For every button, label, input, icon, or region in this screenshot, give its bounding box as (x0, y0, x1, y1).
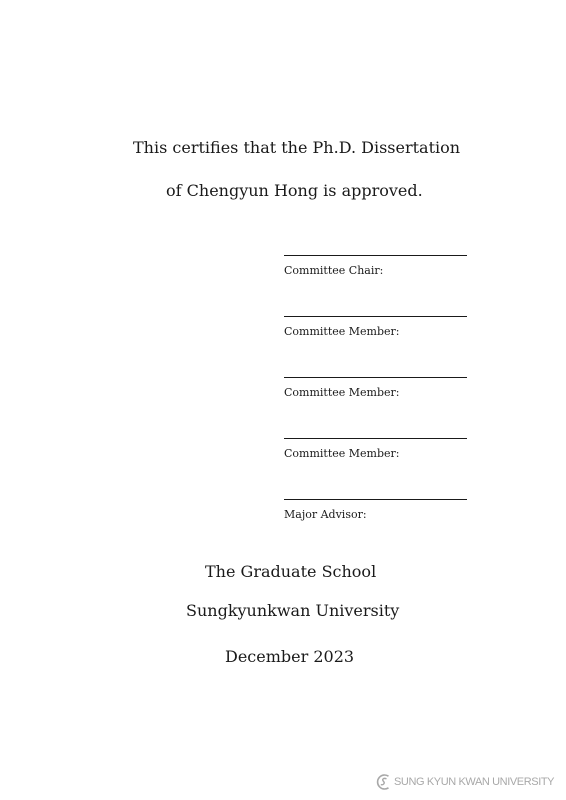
certification-line-2: of Chengyun Hong is approved. (166, 181, 423, 200)
signature-label: Committee Member: (284, 325, 400, 338)
signature-line (284, 499, 467, 500)
signature-label: Major Advisor: (284, 508, 367, 521)
graduate-school-name: The Graduate School (205, 562, 377, 581)
certification-line-1: This certifies that the Ph.D. Dissertation (133, 138, 461, 157)
watermark-text: SUNG KYUN KWAN UNIVERSITY (394, 776, 555, 788)
signature-line (284, 316, 467, 317)
signature-label: Committee Member: (284, 447, 400, 460)
signature-block-member-2 (284, 377, 467, 399)
skku-logo-icon (375, 773, 393, 791)
signature-block-advisor (284, 499, 467, 521)
signature-line (284, 255, 467, 256)
signature-block-member-3 (284, 438, 467, 460)
signature-label: Committee Chair: (284, 264, 384, 277)
university-name: Sungkyunkwan University (186, 601, 400, 620)
signature-line (284, 438, 467, 439)
approval-date: December 2023 (225, 647, 355, 666)
signature-block-member-1 (284, 316, 467, 338)
signature-line (284, 377, 467, 378)
signature-block-chair (284, 255, 467, 277)
university-watermark-logo (375, 772, 554, 792)
signature-label: Committee Member: (284, 386, 400, 399)
